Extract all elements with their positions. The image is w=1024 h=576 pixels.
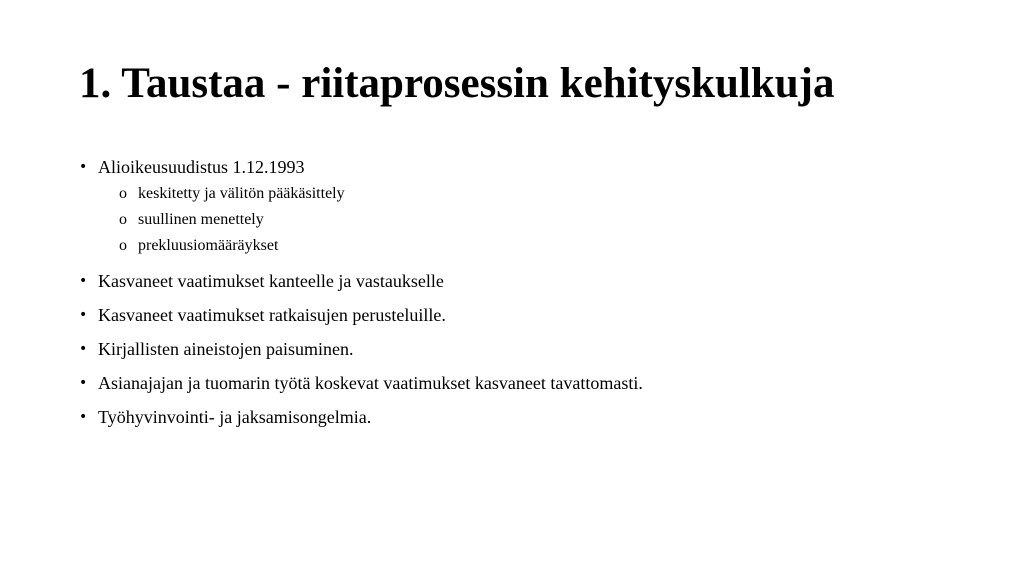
sub-bullet-text: prekluusiomääräykset xyxy=(138,237,279,254)
circle-bullet-icon: o xyxy=(119,237,127,254)
bullet-list xyxy=(79,155,979,439)
sub-bullet-list xyxy=(98,181,979,259)
bullet-text: Työhyvinvointi- ja jaksamisongelmia. xyxy=(98,407,372,427)
bullet-item xyxy=(79,405,979,429)
sub-bullet-item xyxy=(119,233,979,259)
bullet-text: Kirjallisten aineistojen paisuminen. xyxy=(98,339,354,359)
bullet-item xyxy=(79,337,979,361)
bullet-item xyxy=(79,155,979,259)
bullet-icon: • xyxy=(79,307,88,323)
slide-title: 1. Taustaa - riitaprosessin kehityskulkuja xyxy=(79,60,835,107)
circle-bullet-icon: o xyxy=(119,211,127,228)
bullet-icon: • xyxy=(79,273,88,289)
sub-bullet-item xyxy=(119,207,979,233)
bullet-text: Asianajajan ja tuomarin työtä koskevat vaatimukset kasvaneet tavattomasti. xyxy=(98,373,643,393)
bullet-text: Kasvaneet vaatimukset kanteelle ja vastaukselle xyxy=(98,271,444,291)
bullet-icon: • xyxy=(79,375,88,391)
bullet-item xyxy=(79,371,979,395)
bullet-icon: • xyxy=(79,159,88,175)
sub-bullet-text: suullinen menettely xyxy=(138,211,264,228)
sub-bullet-item xyxy=(119,181,979,207)
bullet-icon: • xyxy=(79,341,88,357)
bullet-text: Alioikeusuudistus 1.12.1993 xyxy=(98,157,305,177)
bullet-item xyxy=(79,303,979,327)
circle-bullet-icon: o xyxy=(119,185,127,202)
sub-bullet-text: keskitetty ja välitön pääkäsittely xyxy=(138,185,345,202)
bullet-item xyxy=(79,269,979,293)
bullet-text: Kasvaneet vaatimukset ratkaisujen perusteluille. xyxy=(98,305,446,325)
bullet-icon: • xyxy=(79,409,88,425)
